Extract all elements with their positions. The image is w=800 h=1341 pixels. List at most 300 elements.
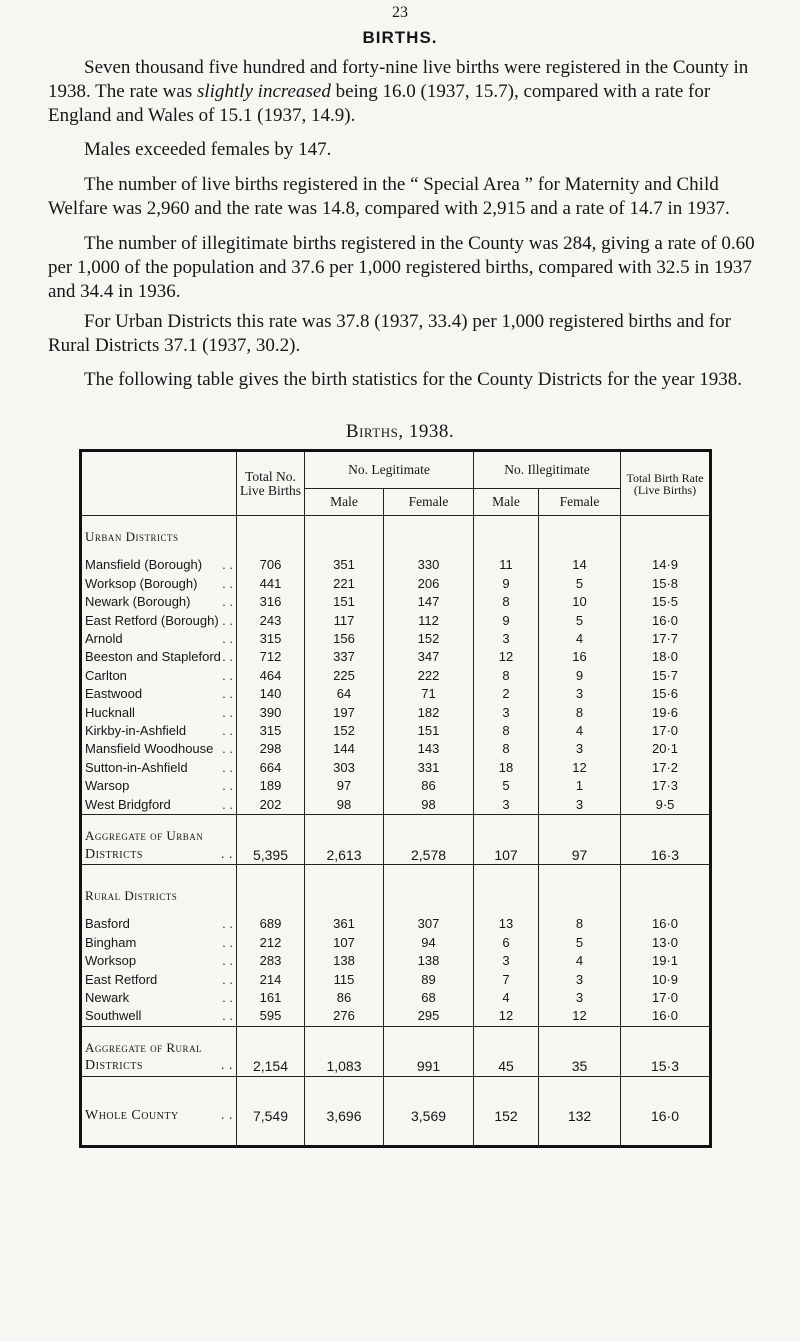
spacer-cell [305,546,384,556]
district-name [81,971,237,989]
cell-rate: 16·3 [621,846,711,865]
cell-total: 202 [237,796,305,815]
spacer-cell [81,1076,237,1107]
paragraph-special-area: The number of live births registered in the “ Special Area ” for Maternity and Child Welfare was 2,960 and the rate was 14.8, compared with 2,915 and a rate of 14.7 in 1937. [48,174,730,219]
spacer-cell [81,516,237,529]
district-name [81,704,237,722]
empty-cell [474,827,539,845]
district-name [81,934,237,952]
table-spacer-row [81,815,711,828]
cell-if: 97 [539,846,621,865]
spacer-cell [237,1125,305,1147]
district-label: Southwell [85,1008,142,1024]
cell-im: 45 [474,1057,539,1076]
cell-lf: 2,578 [384,846,474,865]
cell-rate: 17·3 [621,777,711,795]
cell-rate: 18·0 [621,648,711,666]
leader-dots: . . [222,971,233,987]
cell-lf: 307 [384,915,474,933]
leader-dots: . . [222,575,233,591]
table-row [81,667,711,685]
cell-lm: 3,696 [305,1107,384,1125]
spacer-cell [305,905,384,915]
leader-dots: . . [221,1058,233,1074]
cell-lf: 331 [384,759,474,777]
spacer-cell [384,516,474,529]
spacer-cell [474,905,539,915]
cell-im: 18 [474,759,539,777]
rural-aggregate-row-2 [81,1057,711,1076]
spacer-cell [81,864,237,887]
legitimate-header: No. Legitimate [305,451,474,489]
district-name [81,630,237,648]
cell-total: 315 [237,722,305,740]
cell-im: 107 [474,846,539,865]
cell-total: 7,549 [237,1107,305,1125]
district-label: Newark [85,989,130,1005]
cell-total: 712 [237,648,305,666]
table-row [81,934,711,952]
cell-if: 9 [539,667,621,685]
cell-if: 5 [539,612,621,630]
cell-total: 464 [237,667,305,685]
leader-dots: . . [222,557,233,573]
total-header: Total No. Live Births [237,451,305,516]
leader-dots: . . [222,649,233,665]
cell-lm: 117 [305,612,384,630]
spacer-cell [81,815,237,828]
cell-im: 8 [474,667,539,685]
cell-rate: 15·5 [621,593,711,611]
district-label: Bingham [85,934,137,950]
urban-aggregate-row-2 [81,846,711,865]
cell-lf: 112 [384,612,474,630]
legit-female-header: Female [384,489,474,516]
district-label: Kirkby-in-Ashfield [85,723,187,739]
empty-cell [237,1039,305,1057]
cell-rate: 10·9 [621,971,711,989]
cell-if: 132 [539,1107,621,1125]
empty-cell [621,1039,711,1057]
spacer-cell [539,516,621,529]
cell-lm: 151 [305,593,384,611]
district-label: Newark (Borough) [85,594,191,610]
cell-if: 4 [539,952,621,970]
leader-dots: . . [222,631,233,647]
cell-lm: 97 [305,777,384,795]
cell-im: 152 [474,1107,539,1125]
table-row [81,915,711,933]
empty-cell [474,1039,539,1057]
district-name [81,777,237,795]
cell-lm: 152 [305,722,384,740]
cell-if: 3 [539,740,621,758]
cell-lm: 138 [305,952,384,970]
spacer-cell [384,864,474,887]
cell-if: 8 [539,915,621,933]
district-label: East Retford [85,971,158,987]
table-spacer-row [81,1026,711,1039]
illegit-female-header: Female [539,489,621,516]
table-row [81,648,711,666]
table-spacer-row [81,516,711,529]
cell-im: 13 [474,915,539,933]
district-name [81,612,237,630]
cell-if: 8 [539,704,621,722]
district-name [81,759,237,777]
cell-im: 7 [474,971,539,989]
cell-im: 4 [474,989,539,1007]
cell-lm: 64 [305,685,384,703]
cell-lf: 68 [384,989,474,1007]
cell-rate: 9·5 [621,796,711,815]
spacer-cell [305,864,384,887]
district-name [81,575,237,593]
spacer-cell [237,864,305,887]
cell-lf: 330 [384,556,474,574]
spacer-cell [384,1125,474,1147]
spacer-cell [237,1026,305,1039]
spacer-cell [384,546,474,556]
empty-cell [539,1039,621,1057]
cell-if: 4 [539,722,621,740]
cell-lm: 98 [305,796,384,815]
district-name [81,722,237,740]
spacer-cell [237,905,305,915]
district-name [81,648,237,666]
paragraph-live-births: Seven thousand five hundred and forty-nine live births were registered in the County in 1938. The rate was slightly increased being 16.0 (1937, 15.7), compared with a rate for England and Wales of 15.1 (1937, 14.9). [48,57,749,126]
cell-if: 4 [539,630,621,648]
district-label: Mansfield Woodhouse [85,741,214,757]
cell-rate: 16·0 [621,915,711,933]
cell-im: 8 [474,722,539,740]
leader-dots: . . [222,953,233,969]
spacer-cell [474,516,539,529]
illegit-male-header: Male [474,489,539,516]
cell-im: 12 [474,648,539,666]
table-row [81,593,711,611]
spacer-cell [474,546,539,556]
cell-lm: 351 [305,556,384,574]
empty-cell [305,528,384,546]
cell-total: 298 [237,740,305,758]
cell-lf: 222 [384,667,474,685]
cell-rate: 15·7 [621,667,711,685]
cell-lm: 303 [305,759,384,777]
table-row [81,740,711,758]
spacer-cell [539,1125,621,1147]
page-number: 23 [392,4,408,21]
district-name [81,593,237,611]
spacer-cell [474,1076,539,1107]
spacer-cell [384,905,474,915]
cell-rate: 13·0 [621,934,711,952]
empty-cell [384,1039,474,1057]
empty-cell [621,528,711,546]
cell-lm: 1,083 [305,1057,384,1076]
cell-rate: 19·6 [621,704,711,722]
spacer-cell [621,546,711,556]
spacer-cell [621,1076,711,1107]
urban-aggregate-row-1 [81,827,711,845]
cell-lf: 98 [384,796,474,815]
cell-if: 12 [539,1007,621,1026]
page-heading: BIRTHS. [362,28,438,47]
district-name [81,740,237,758]
whole-county-text: Whole County [85,1107,179,1123]
cell-total: 212 [237,934,305,952]
spacer-cell [237,546,305,556]
cell-lm: 225 [305,667,384,685]
cell-lm: 144 [305,740,384,758]
paragraph-illegitimate: The number of illegitimate births registered in the County was 284, giving a rate of 0.60 per 1,000 of the population and 37.6 per 1,000 registered births, compared with 32.5 in 1937 and 34.4 in 1936. [48,233,755,302]
table-row [81,575,711,593]
cell-if: 35 [539,1057,621,1076]
cell-if: 3 [539,685,621,703]
births-table [79,449,709,1148]
cell-if: 12 [539,759,621,777]
spacer-cell [305,815,384,828]
district-name [81,685,237,703]
cell-rate: 17·2 [621,759,711,777]
empty-cell [305,887,384,905]
empty-cell [474,887,539,905]
table-row [81,685,711,703]
rural-aggregate-label: Aggregate of Rural [81,1039,237,1057]
cell-total: 664 [237,759,305,777]
district-label: Mansfield (Borough) [85,557,203,573]
cell-lf: 89 [384,971,474,989]
district-name [81,667,237,685]
cell-lf: 152 [384,630,474,648]
empty-cell [384,887,474,905]
leader-dots: . . [222,916,233,932]
cell-total: 689 [237,915,305,933]
cell-rate: 15·3 [621,1057,711,1076]
cell-rate: 17·0 [621,722,711,740]
table-row [81,989,711,1007]
cell-lm: 276 [305,1007,384,1026]
cell-total: 140 [237,685,305,703]
cell-rate: 19·1 [621,952,711,970]
urban-districts-title-row [81,528,711,546]
table-caption: Births, 1938. [345,421,455,442]
cell-rate: 15·6 [621,685,711,703]
cell-if: 16 [539,648,621,666]
cell-im: 8 [474,593,539,611]
table-row [81,612,711,630]
cell-total: 189 [237,777,305,795]
leader-dots: . . [222,778,233,794]
cell-lf: 991 [384,1057,474,1076]
district-name [81,556,237,574]
cell-rate: 14·9 [621,556,711,574]
spacer-cell [81,1125,237,1147]
cell-total: 390 [237,704,305,722]
district-name [81,952,237,970]
cell-total: 283 [237,952,305,970]
spacer-cell [305,1125,384,1147]
empty-cell [384,827,474,845]
district-label: Basford [85,916,130,932]
spacer-cell [237,516,305,529]
district-label: Hucknall [85,704,135,720]
cell-rate: 20·1 [621,740,711,758]
aggregate-label: Districts [85,846,143,862]
table-spacer-row [81,905,711,915]
spacer-cell [621,905,711,915]
district-label: Eastwood [85,686,143,702]
district-label: Beeston and Stapleford [85,649,221,665]
spacer-cell [539,1026,621,1039]
cell-rate: 16·0 [621,612,711,630]
empty-cell [237,887,305,905]
leader-dots: . . [221,846,233,862]
empty-cell [305,827,384,845]
cell-lm: 86 [305,989,384,1007]
leader-dots: . . [222,612,233,628]
cell-lf: 347 [384,648,474,666]
cell-total: 316 [237,593,305,611]
district-label: Arnold [85,631,123,647]
empty-cell [621,887,711,905]
spacer-cell [621,516,711,529]
cell-if: 3 [539,971,621,989]
rural-aggregate-row-1 [81,1039,711,1057]
leader-dots: . . [222,796,233,812]
table-row [81,759,711,777]
legit-male-header: Male [305,489,384,516]
cell-lf: 206 [384,575,474,593]
cell-im: 3 [474,630,539,648]
empty-cell [539,827,621,845]
cell-rate: 16·0 [621,1007,711,1026]
cell-lm: 107 [305,934,384,952]
empty-cell [621,827,711,845]
table-row [81,704,711,722]
cell-total: 243 [237,612,305,630]
spacer-cell [237,815,305,828]
spacer-cell [621,815,711,828]
cell-lm: 156 [305,630,384,648]
spacer-cell [539,815,621,828]
leader-dots: . . [222,934,233,950]
rate-header: Total Birth Rate (Live Births) [621,451,711,516]
cell-if: 5 [539,934,621,952]
empty-cell [384,528,474,546]
cell-im: 6 [474,934,539,952]
cell-lf: 147 [384,593,474,611]
cell-if: 1 [539,777,621,795]
table-row [81,556,711,574]
empty-cell [539,528,621,546]
cell-lf: 182 [384,704,474,722]
cell-lf: 151 [384,722,474,740]
spacer-cell [384,1026,474,1039]
district-name [81,796,237,815]
spacer-cell [384,815,474,828]
cell-lf: 3,569 [384,1107,474,1125]
spacer-cell [305,516,384,529]
table-row [81,971,711,989]
spacer-cell [539,864,621,887]
cell-if: 14 [539,556,621,574]
table-spacer-row [81,1125,711,1147]
empty-cell [237,827,305,845]
district-label: East Retford (Borough) [85,612,219,628]
cell-im: 11 [474,556,539,574]
cell-lm: 221 [305,575,384,593]
cell-rate: 15·8 [621,575,711,593]
leader-dots: . . [222,686,233,702]
cell-im: 3 [474,952,539,970]
paragraph-urban-rural-rate: For Urban Districts this rate was 37.8 (1937, 33.4) per 1,000 registered births and for Rural Districts 37.1 (1937, 30.2). [48,311,731,356]
table-row [81,796,711,815]
cell-if: 10 [539,593,621,611]
spacer-cell [81,1026,237,1039]
spacer-cell [474,1125,539,1147]
leader-dots: . . [222,759,233,775]
spacer-cell [539,1076,621,1107]
leader-dots: . . [222,594,233,610]
district-name [81,989,237,1007]
spacer-cell [621,1026,711,1039]
district-label: Worksop (Borough) [85,575,198,591]
urban-aggregate-label-2 [81,846,237,865]
cell-total: 441 [237,575,305,593]
table-row [81,777,711,795]
cell-im: 3 [474,796,539,815]
cell-lm: 197 [305,704,384,722]
table-spacer-row [81,864,711,887]
cell-lf: 138 [384,952,474,970]
paragraph-males-exceeded: Males exceeded females by 147. [84,139,332,160]
cell-total: 2,154 [237,1057,305,1076]
cell-im: 8 [474,740,539,758]
table-row [81,630,711,648]
spacer-cell [305,1026,384,1039]
spacer-cell [305,1076,384,1107]
district-label: Warsop [85,778,130,794]
spacer-cell [539,546,621,556]
cell-if: 3 [539,796,621,815]
spacer-cell [621,864,711,887]
table-spacer-row [81,546,711,556]
cell-im: 9 [474,575,539,593]
district-header [81,451,237,516]
cell-im: 2 [474,685,539,703]
district-label: Worksop [85,953,137,969]
spacer-cell [474,1026,539,1039]
cell-lf: 94 [384,934,474,952]
cell-im: 3 [474,704,539,722]
urban-aggregate-label: Aggregate of Urban [81,827,237,845]
cell-lm: 361 [305,915,384,933]
cell-rate: 17·0 [621,989,711,1007]
illegitimate-header: No. Illegitimate [474,451,621,489]
empty-cell [539,887,621,905]
cell-total: 706 [237,556,305,574]
cell-lm: 337 [305,648,384,666]
district-label: West Bridgford [85,796,171,812]
cell-total: 315 [237,630,305,648]
cell-im: 12 [474,1007,539,1026]
leader-dots: . . [222,1008,233,1024]
table-row [81,1007,711,1026]
table-row [81,952,711,970]
table-row [81,722,711,740]
rural-aggregate-label-2 [81,1057,237,1076]
